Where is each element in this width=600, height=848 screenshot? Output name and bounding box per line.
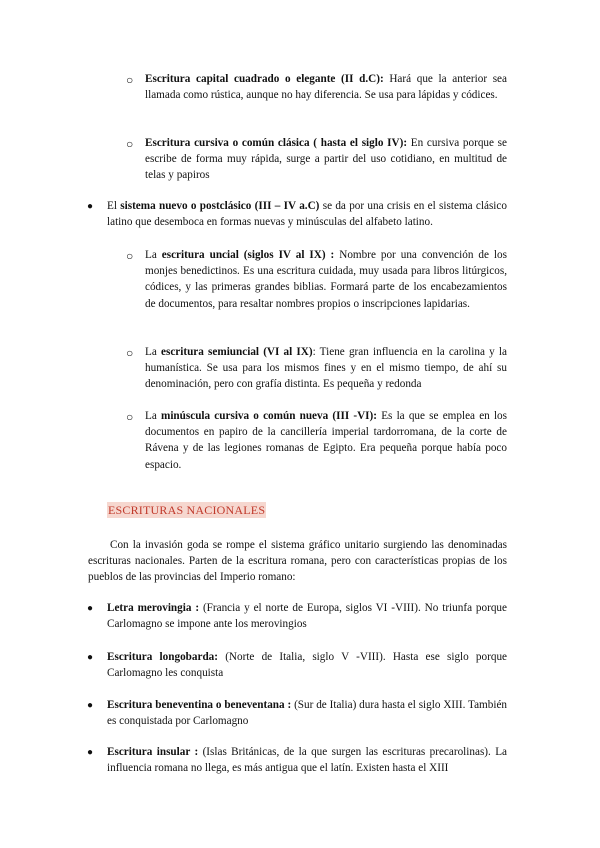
section-heading: ESCRITURAS NACIONALES	[108, 503, 266, 517]
filled-bullet-icon: ●	[87, 201, 94, 212]
list-item: Escritura cursiva o común clásica ( hasta el siglo IV): En cursiva porque se escribe de forma muy rápida, surge a partir del uso cotidiano, en multitud de telas y papiros	[145, 137, 508, 182]
list-item: Escritura insular : (Islas Británicas, de la que surgen las escrituras precarolinas). La influencia romana no llega, es más antigua que el latín. Existen hasta el XIII	[107, 746, 507, 775]
list-item: Escritura beneventina o beneventana : (Sur de Italia) dura hasta el siglo XIII. También es conquistada por Carlomagno	[107, 699, 508, 728]
list-item: La escritura uncial (siglos IV al IX) : Nombre por una convención de los monjes benedictinos. Es una escritura cuidada, muy usada para libros litúrgicos, códices, y las primeras grandes biblias. Formará parte de los encabezamientos de documentos, para resaltar nombres propios o inscripciones lapidarias.	[145, 249, 507, 310]
hollow-bullet-icon: ○	[126, 137, 134, 151]
list-item: La escritura semiuncial (VI al IX): Tiene gran influencia en la carolina y la humanística. Se usa para los mismos fines y en el mismo tiempo, de ahí su denominación, pero con grafía distinta. Es pequeña y redonda	[145, 346, 507, 391]
filled-bullet-icon: ●	[87, 652, 94, 663]
list-item: El sistema nuevo o postclásico (III – IV a.C) se da por una crisis en el sistema clásico latino que desemboca en formas nuevas y minúsculas del alfabeto latino.	[107, 200, 507, 229]
filled-bullet-icon: ●	[87, 603, 94, 614]
hollow-bullet-icon: ○	[126, 249, 134, 263]
hollow-bullet-icon: ○	[126, 410, 134, 424]
filled-bullet-icon: ●	[87, 747, 94, 758]
hollow-bullet-icon: ○	[126, 73, 134, 87]
filled-bullet-icon: ●	[87, 700, 94, 711]
list-item: Letra merovingia : (Francia y el norte de Europa, siglos VI -VIII). No triunfa porque Carlomagno se impone ante los merovingios	[107, 602, 507, 631]
list-item: Escritura longobarda: (Norte de Italia, siglo V -VIII). Hasta ese siglo porque Carlomagno les conquista	[107, 651, 507, 680]
list-item: La minúscula cursiva o común nueva (III -VI): Es la que se emplea en los documentos en papiro de la cancillería imperial tardorromana, de la corte de Rávena y de las legiones romanas de Egipto. Era pequeña porque había poco espacio.	[145, 410, 508, 471]
list-item: Escritura capital cuadrado o elegante (II d.C): Hará que la anterior sea llamada como rústica, aunque no hay diferencia. Se usa para lápidas y códices.	[145, 73, 507, 102]
intro-paragraph: Con la invasión goda se rompe el sistema gráfico unitario surgiendo las denominadas escrituras nacionales. Parten de la escritura romana, pero con características propias de los pueblos de las provincias del Imperio romano:	[88, 539, 507, 584]
hollow-bullet-icon: ○	[126, 346, 134, 360]
